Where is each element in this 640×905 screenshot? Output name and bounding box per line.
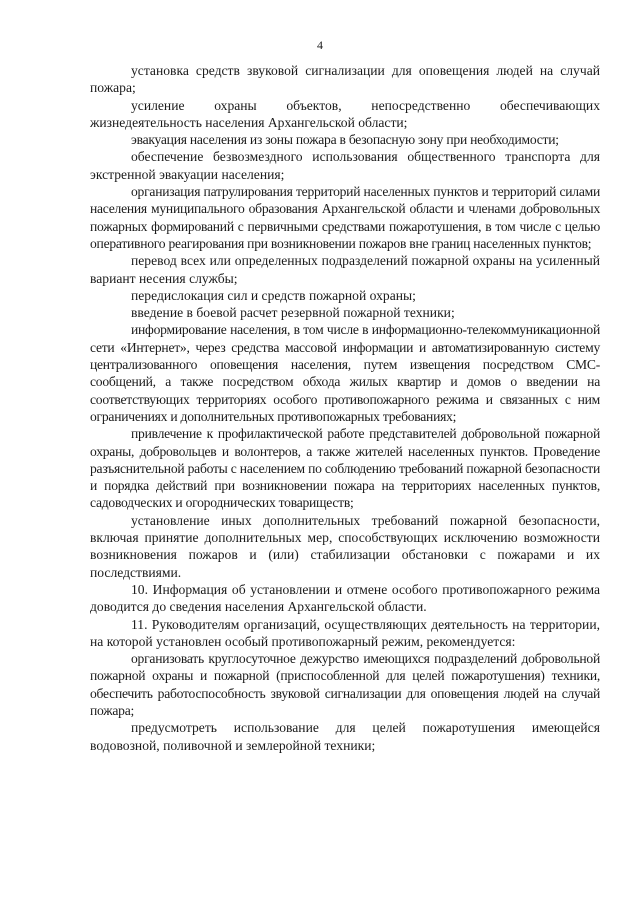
paragraph: организация патрулирования территорий населенных пунктов и территорий силами населения муниципального образования Архангельской области и членами добровольных пожарных формирований с первичными средствами пожаротушения, в том числе с целью оперативного реагирования при возникновении пожаров вне границ населенных пунктов; [90, 184, 600, 251]
paragraph: обеспечение безвозмездного использования общественного транспорта для экстренной эвакуации населения; [90, 149, 600, 182]
paragraph: привлечение к профилактической работе представителей добровольной пожарной охраны, добровольцев и волонтеров, а также жителей населенных пунктов. Проведение разъяснительной работы с населением по соблюдению требований пожарной безопасности и порядка действий при возникновении пожара на территориях населенных пунктов, садоводческих и огороднических товариществ; [90, 426, 600, 511]
paragraph: установление иных дополнительных требований пожарной безопасности, включая принятие дополнительных мер, способствующих исключению возможности возникновения пожаров и (или) стабилизации обстановки с пожарами и их последствиями. [90, 512, 600, 580]
paragraph: усиление охраны объектов, непосредственно обеспечивающих жизнедеятельность населения Архангельской области; [90, 97, 600, 130]
paragraph: информирование населения, в том числе в информационно-телекоммуникационной сети «Интернет», через средства массовой информации и автоматизированную систему централизованного оповещения населения, путем извещения посредством СМС-сообщений, а также посредством обхода жилых квартир и домов о введении на соответствующих территориях особого противопожарного режима и связанных с ним ограничениях и дополнительных противопожарных требованиях; [90, 322, 600, 424]
paragraph: 10. Информация об установлении и отмене особого противопожарного режима доводится до сведения населения Архангельской области. [90, 581, 600, 615]
paragraph: организовать круглосуточное дежурство имеющихся подразделений добровольной пожарной охраны и пожарной (приспособленной для целей пожаротушения) техники, обеспечить работоспособность звуковой сигнализации для оповещения людей на случай пожара; [90, 651, 600, 718]
paragraph: передислокация сил и средств пожарной охраны; [131, 287, 416, 303]
paragraph: перевод всех или определенных подразделений пожарной охраны на усиленный вариант несения службы; [90, 253, 600, 286]
paragraph: введение в боевой расчет резервной пожарной техники; [131, 305, 455, 321]
paragraph: эвакуация населения из зоны пожара в безопасную зону при необходимости; [131, 132, 559, 148]
paragraph: 11. Руководителям организаций, осуществляющих деятельность на территории, на которой установлен особый противопожарный режим, рекомендуется: [90, 616, 600, 649]
page-number: 4 [317, 38, 323, 52]
paragraph: установка средств звуковой сигнализации для оповещения людей на случай пожара; [90, 63, 600, 96]
document-body [90, 62, 600, 754]
paragraph: предусмотреть использование для целей пожаротушения имеющейся водовозной, поливочной и землеройной техники; [90, 720, 600, 753]
